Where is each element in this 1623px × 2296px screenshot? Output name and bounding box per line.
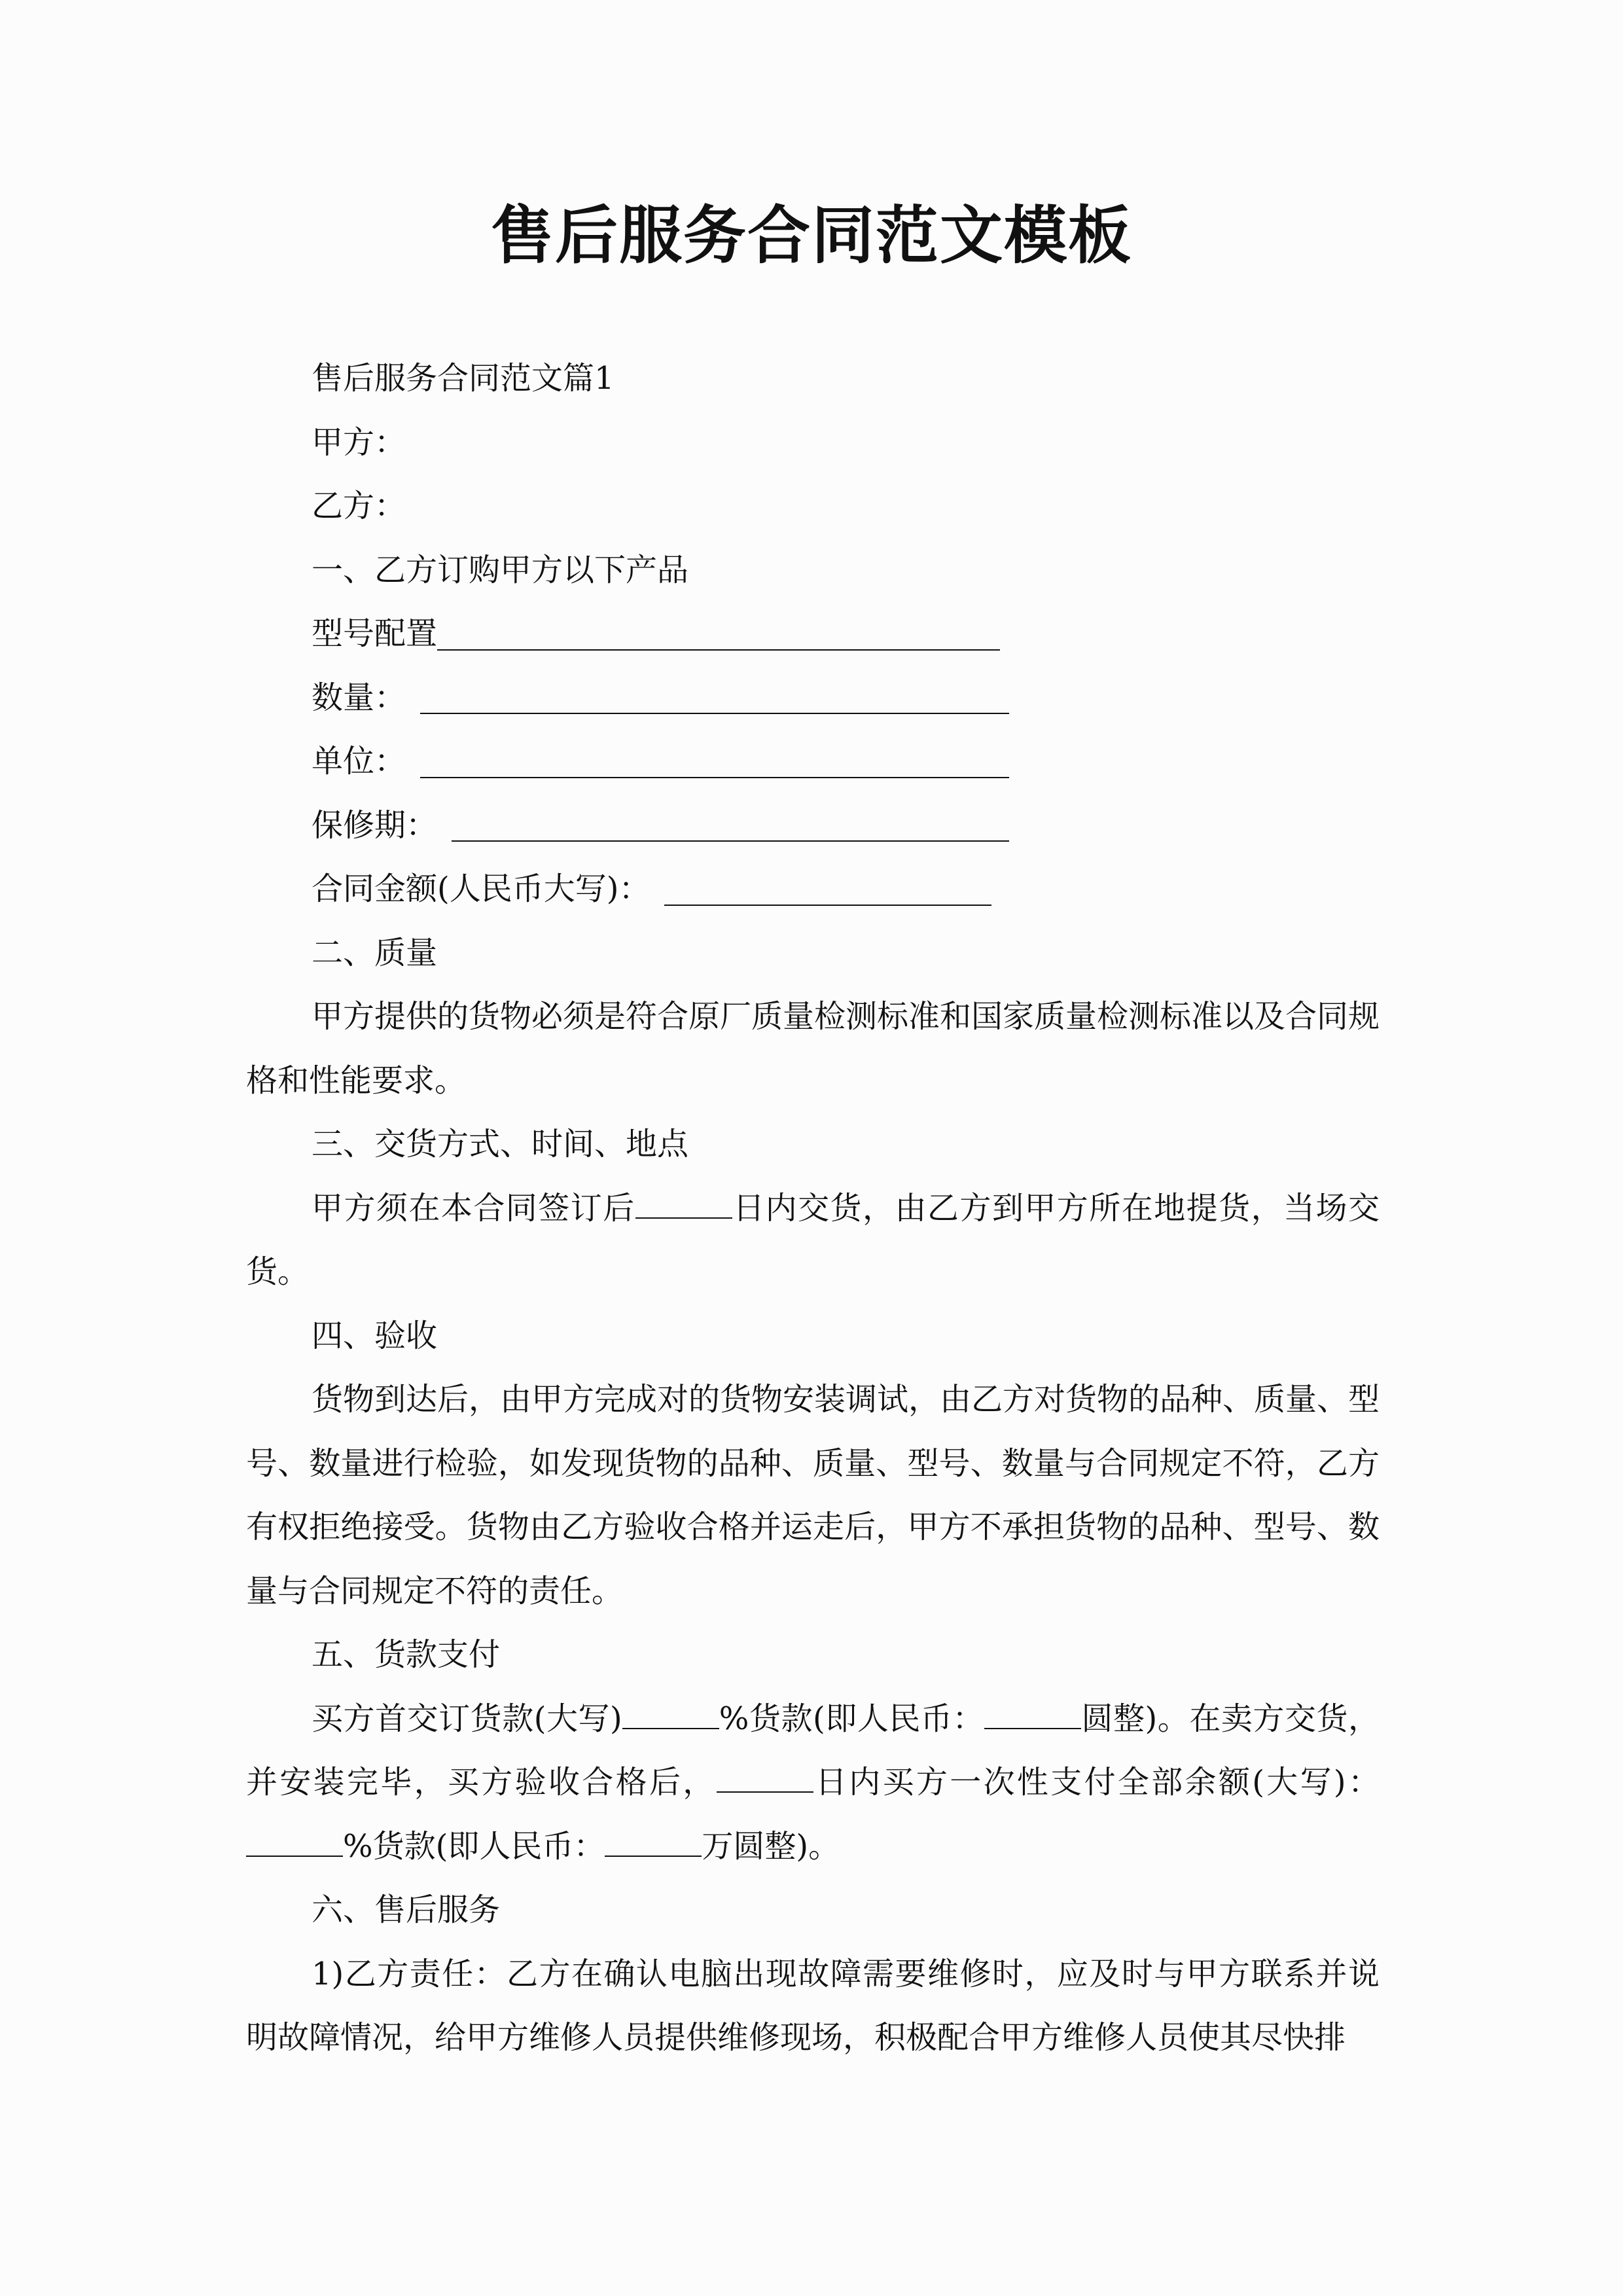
field-unit: [246, 730, 1380, 794]
field-label: 保修期：: [312, 806, 438, 844]
section-3-heading: 三、交货方式、时间、地点: [312, 1126, 689, 1162]
document-body: [246, 347, 1380, 2070]
blank-delivery-days[interactable]: [635, 1191, 732, 1219]
section-5-t4: 日内买方一次性支付全部余额(大写)：: [813, 1764, 1380, 1801]
blank-line-unit[interactable]: [420, 777, 1009, 778]
document-title: 售后服务合同范文模板: [491, 198, 1132, 272]
section-5-t3: 圆整)。在卖方交货，并安装完毕，买方验收合格后，: [246, 1700, 1380, 1801]
section-5-t5: %货款(即人民币：: [343, 1827, 605, 1865]
section-5-text: [246, 1687, 1380, 1879]
field-label: 数量：: [312, 679, 406, 716]
blank-line-model-config[interactable]: [437, 649, 1000, 651]
section-2-heading: 二、质量: [312, 934, 438, 971]
section-6-heading: 六、售后服务: [312, 1892, 501, 1928]
section-1-heading: 一、乙方订购甲方以下产品: [312, 551, 689, 588]
section-5-t2: %货款(即人民币：: [719, 1700, 984, 1737]
subtitle: 售后服务合同范文篇1: [312, 360, 615, 397]
blank-deposit-percent[interactable]: [622, 1702, 719, 1729]
section-3-text-b: 日内交货，由乙方到甲方所在地提货，当场交货。: [246, 1189, 1380, 1290]
blank-balance-percent[interactable]: [246, 1829, 343, 1857]
section-2-text: 甲方提供的货物必须是符合原厂质量检测标准和国家质量检测标准以及合同规格和性能要求。: [246, 998, 1380, 1099]
section-3-text-a: 甲方须在本合同签订后: [312, 1189, 635, 1227]
field-warranty: [246, 794, 1380, 858]
field-label: 单位：: [312, 743, 406, 780]
blank-line-quantity[interactable]: [420, 713, 1009, 714]
field-quantity: [246, 666, 1380, 730]
section-4-heading: 四、验收: [312, 1317, 438, 1354]
blank-deposit-amount[interactable]: [984, 1702, 1081, 1729]
field-model-config: [246, 602, 1380, 666]
field-label: 合同金额(人民币大写)：: [312, 870, 651, 907]
blank-balance-amount[interactable]: [605, 1829, 702, 1857]
blank-line-warranty[interactable]: [452, 840, 1009, 842]
section-5-t1: 买方首交订货款(大写): [312, 1700, 622, 1737]
party-b-label: 乙方：: [312, 488, 406, 524]
section-6-text: 1)乙方责任：乙方在确认电脑出现故障需要维修时，应及时与甲方联系并说明故障情况，给甲方维修人员提供维修现场，积极配合甲方维修人员使其尽快排: [246, 1955, 1380, 2056]
blank-payment-days[interactable]: [717, 1765, 813, 1793]
section-4-text: 货物到达后，由甲方完成对的货物安装调试，由乙方对货物的品种、质量、型号、数量进行检验，如发现货物的品种、质量、型号、数量与合同规定不符，乙方有权拒绝接受。货物由乙方验收合格并运走后，甲方不承担货物的品种、型号、数量与合同规定不符的责任。: [246, 1381, 1380, 1609]
blank-line-contract-amount[interactable]: [664, 905, 991, 906]
party-a-label: 甲方：: [312, 423, 406, 461]
section-5-t6: 万圆整)。: [702, 1827, 840, 1865]
field-contract-amount: [246, 857, 1380, 922]
section-5-heading: 五、货款支付: [312, 1636, 501, 1673]
section-3-text: [246, 1177, 1380, 1304]
field-label: 型号配置: [312, 615, 438, 652]
